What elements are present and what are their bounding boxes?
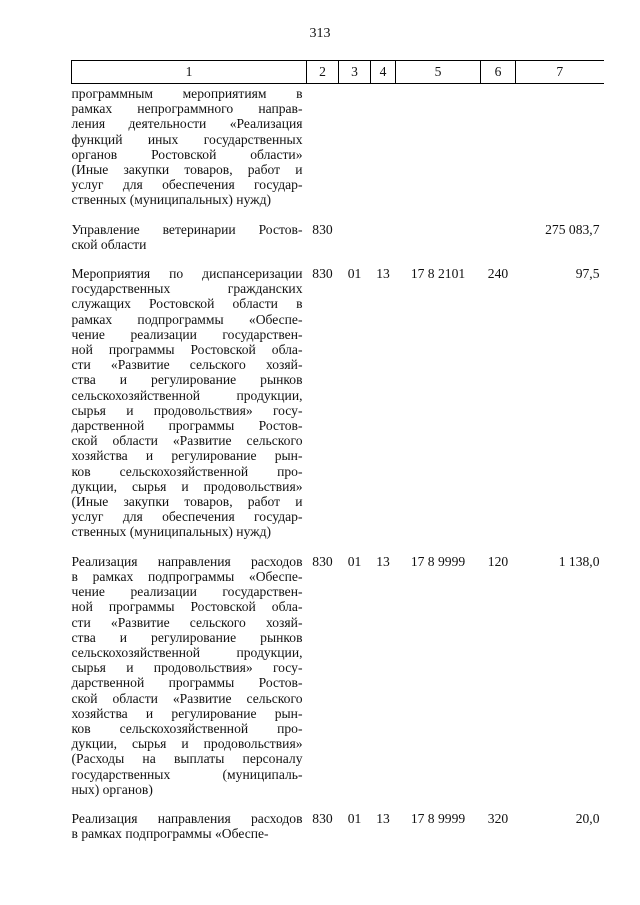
table-row	[72, 554, 604, 811]
section-code	[339, 84, 371, 222]
budget-table	[71, 60, 604, 855]
expense-type-code	[481, 222, 516, 266]
description-line: хозяйства и регулирование рын-	[71, 448, 303, 464]
description-line: хозяйства и регулирование рын-	[71, 705, 303, 721]
row-description	[72, 84, 307, 222]
description-line: ков сельскохозяйственной про-	[71, 463, 303, 479]
table-body	[72, 84, 604, 856]
description-line: чение реализации государствен-	[71, 584, 303, 600]
description-line: функций иных государственных	[71, 131, 303, 147]
section-code: 01	[347, 266, 362, 282]
subsection-code	[371, 84, 396, 222]
description-line: ской области «Развитие сельского	[71, 690, 303, 706]
description-line: (Иные закупки товаров, работ и	[71, 494, 303, 510]
table-header-row	[72, 61, 604, 84]
description-line: ной программы Ростовской обла-	[71, 599, 303, 615]
description-line: программным мероприятиям в	[71, 86, 303, 101]
table-row	[72, 266, 604, 554]
description-line: Управление ветеринарии Ростов-	[71, 221, 303, 237]
target-article-code	[396, 222, 481, 266]
header-col-5: 5	[396, 61, 481, 84]
description-line: дарственной программы Ростов-	[71, 418, 303, 434]
description-line: дарственной программы Ростов-	[71, 675, 303, 691]
row-description	[72, 266, 307, 554]
section-code: 01	[347, 553, 362, 569]
description-line: сти «Развитие сельского хозяй-	[71, 357, 303, 373]
description-line: ственных (муниципальных) нужд)	[71, 192, 272, 208]
ministry-code: 830	[312, 810, 333, 826]
header-col-7: 7	[516, 61, 604, 84]
amount: 275 083,7	[545, 221, 600, 237]
description-line: ственных (муниципальных) нужд)	[71, 524, 272, 540]
description-line: государственных гражданских	[71, 281, 303, 297]
subsection-code: 13	[376, 810, 390, 826]
description-line: государственных (муниципаль-	[71, 766, 303, 782]
ministry-code: 830	[312, 221, 333, 237]
section-code	[339, 222, 371, 266]
description-line: сельскохозяйственной продукции,	[71, 387, 303, 403]
description-line: ской области	[71, 236, 147, 252]
amount: 1 138,0	[558, 553, 600, 569]
ministry-code: 830	[312, 266, 333, 282]
description-line: ления деятельности «Реализация	[71, 116, 303, 132]
description-line: сырья и продовольствия» госу-	[71, 660, 303, 676]
description-line: сельскохозяйственной продукции,	[71, 644, 303, 660]
header-col-3: 3	[339, 61, 371, 84]
target-article-code: 17 8 2101	[410, 266, 466, 282]
row-description	[72, 811, 307, 855]
page-number: 313	[309, 26, 331, 41]
description-line: в рамках подпрограммы «Обеспе-	[71, 568, 303, 584]
description-line: сти «Развитие сельского хозяй-	[71, 614, 303, 630]
subsection-code: 13	[376, 266, 390, 282]
description-line: ства и регулирование рынков	[71, 372, 303, 388]
description-line: служащих Ростовской области в	[71, 296, 303, 312]
expense-type-code: 240	[487, 266, 509, 282]
description-line: ков сельскохозяйственной про-	[71, 720, 303, 736]
expense-type-code	[481, 84, 516, 222]
description-line: сырья и продовольствия» госу-	[71, 402, 303, 418]
header-col-2: 2	[307, 61, 339, 84]
description-line: Реализация направления расходов	[71, 553, 303, 569]
description-line: ства и регулирование рынков	[71, 629, 303, 645]
description-line: чение реализации государствен-	[71, 326, 303, 342]
table-row	[72, 222, 604, 266]
description-line: рамках подпрограммы «Обеспе-	[71, 311, 303, 327]
row-description	[72, 222, 307, 266]
header-col-1: 1	[72, 61, 307, 84]
description-line: услуг для обеспечения государ-	[71, 509, 303, 525]
description-line: Реализация направления расходов	[71, 810, 303, 826]
description-line: в рамках подпрограммы «Обеспе-	[71, 826, 269, 842]
expense-type-code: 320	[487, 810, 509, 826]
target-article-code: 17 8 9999	[410, 810, 466, 826]
description-line: рамках непрограммного направ-	[71, 101, 303, 117]
header-col-6: 6	[481, 61, 516, 84]
ministry-code	[307, 84, 339, 222]
description-line: дукции, сырья и продовольствия»	[71, 736, 303, 752]
description-line: ных) органов)	[71, 781, 153, 797]
amount: 97,5	[575, 266, 600, 282]
table-row	[72, 84, 604, 222]
table-row	[72, 811, 604, 855]
expense-type-code: 120	[487, 553, 509, 569]
subsection-code	[371, 222, 396, 266]
amount	[516, 84, 604, 222]
description-line: услуг для обеспечения государ-	[71, 177, 303, 193]
section-code: 01	[347, 810, 362, 826]
description-line: Мероприятия по диспансеризации	[71, 266, 303, 282]
description-line: органов Ростовской области»	[71, 146, 303, 162]
description-line: (Иные закупки товаров, работ и	[71, 162, 303, 178]
target-article-code: 17 8 9999	[410, 553, 466, 569]
subsection-code: 13	[376, 553, 390, 569]
description-line: ной программы Ростовской обла-	[71, 342, 303, 358]
header-col-4: 4	[371, 61, 396, 84]
description-line: дукции, сырья и продовольствия»	[71, 478, 303, 494]
target-article-code	[396, 84, 481, 222]
amount: 20,0	[575, 810, 600, 826]
row-description	[72, 554, 307, 811]
description-line: (Расходы на выплаты персоналу	[71, 751, 303, 767]
ministry-code: 830	[312, 553, 333, 569]
description-line: ской области «Развитие сельского	[71, 433, 303, 449]
